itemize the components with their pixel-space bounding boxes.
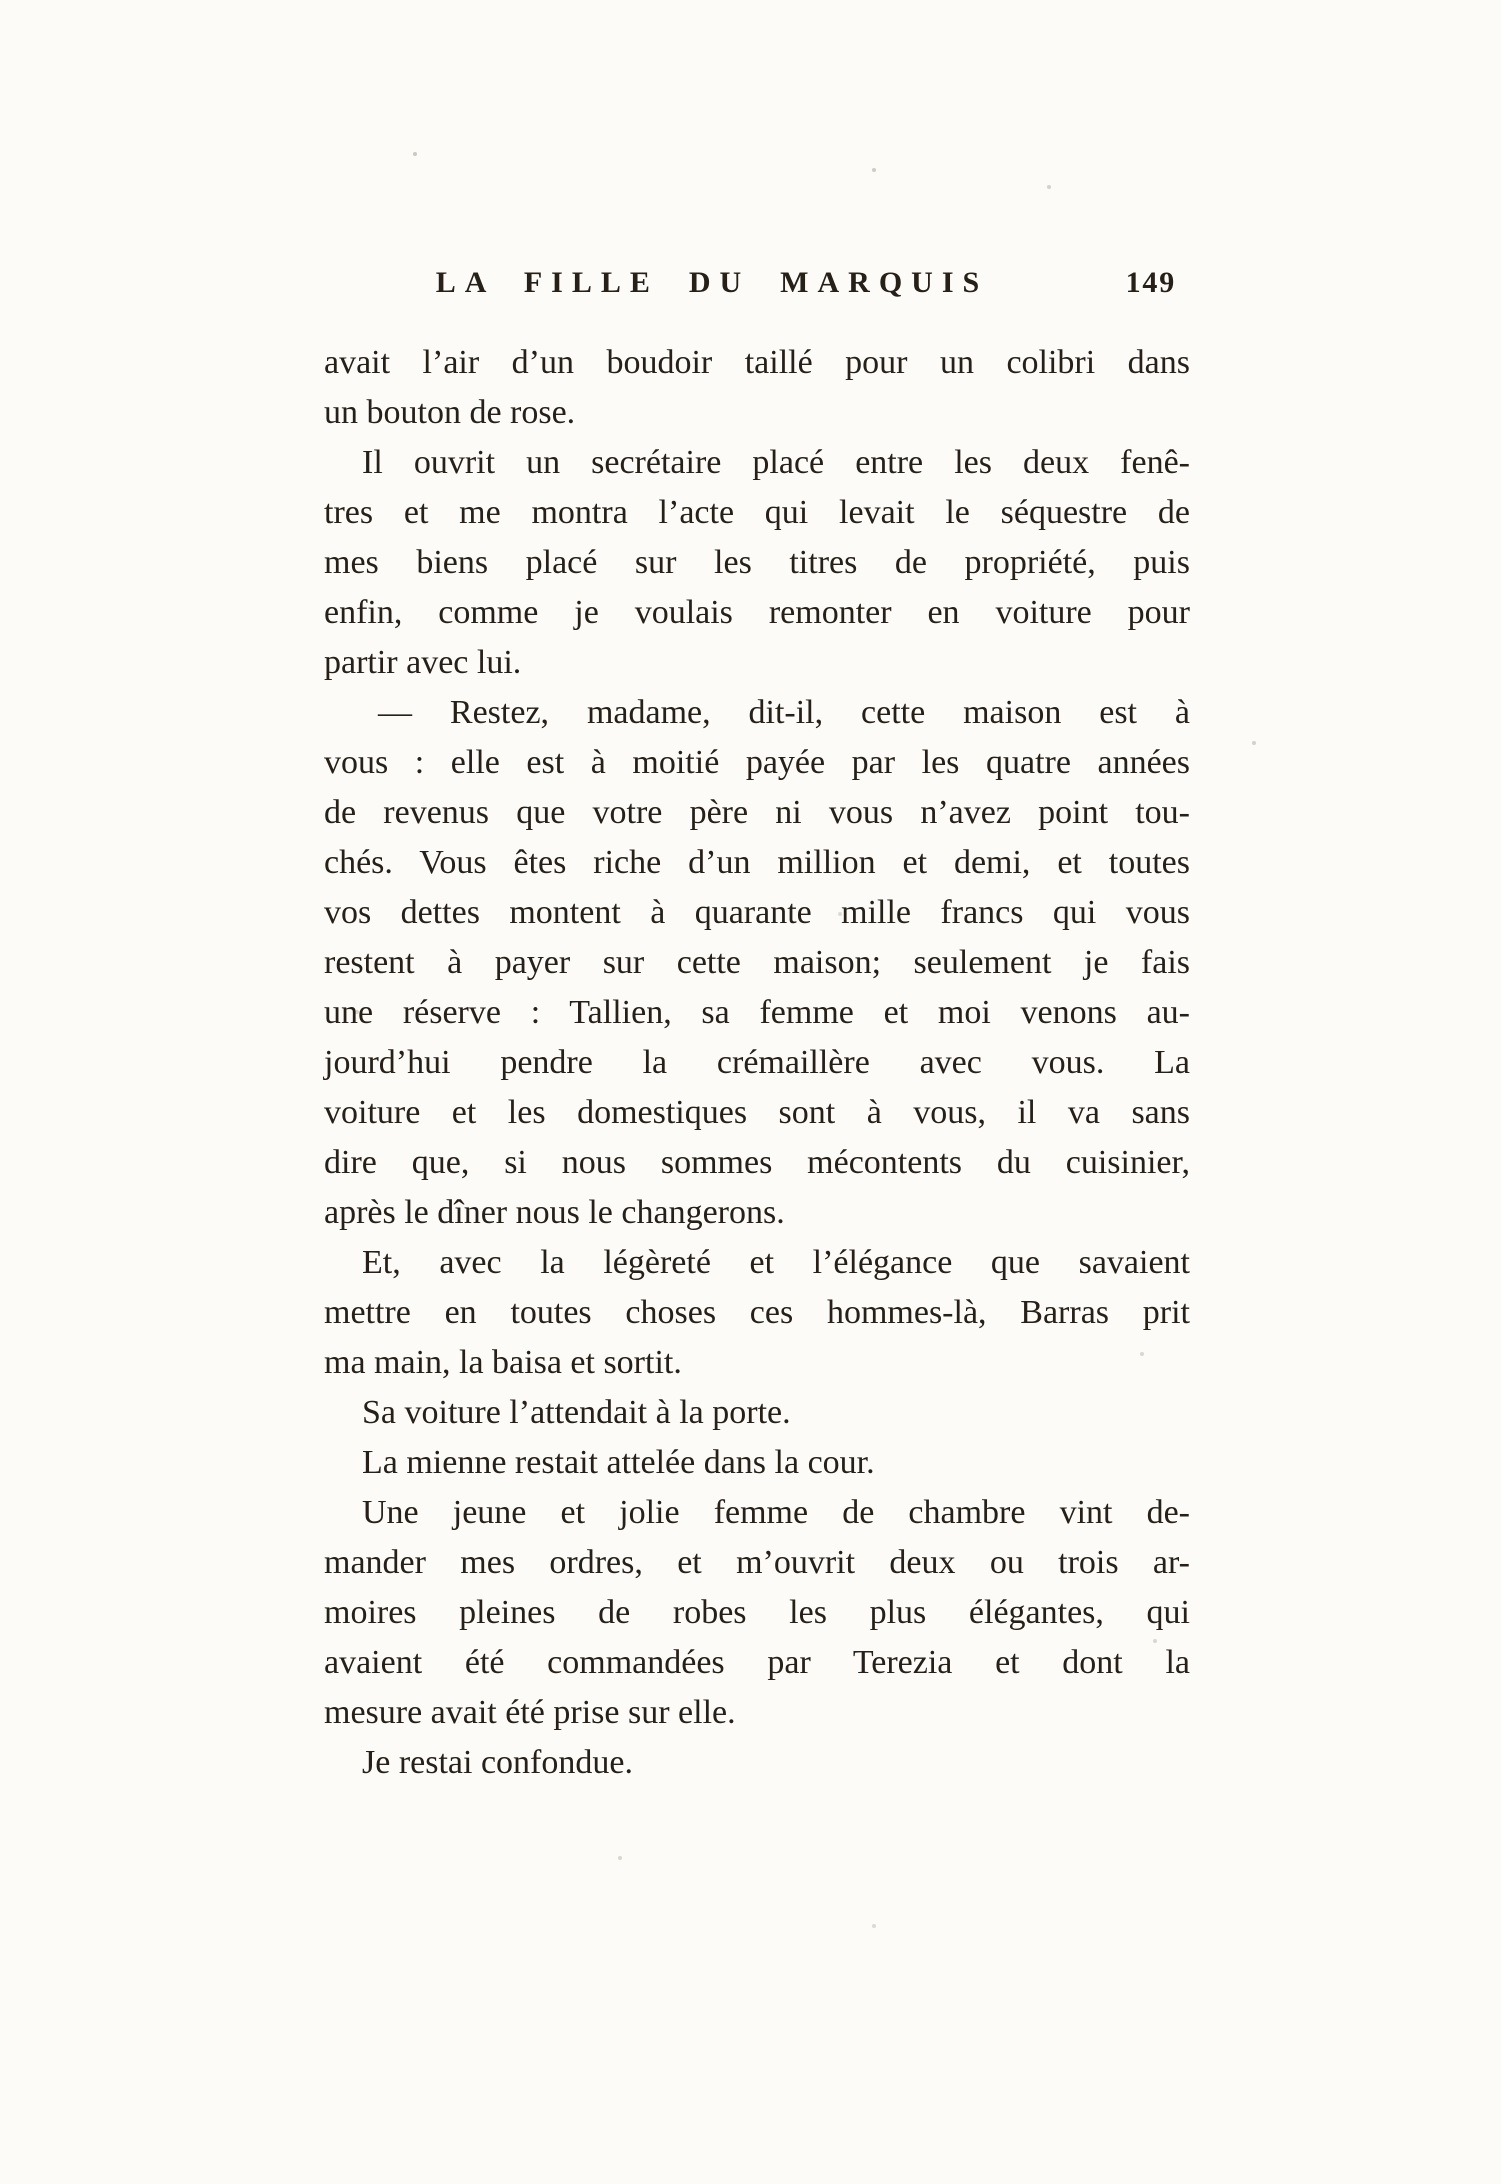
text-line: jourd’hui pendre la crémaillère avec vous. La xyxy=(324,1044,1190,1081)
running-header xyxy=(324,266,1190,308)
text-line: de revenus que votre père ni vous n’avez point tou- xyxy=(324,794,1190,831)
text-line: Sa voiture l’attendait à la porte. xyxy=(362,1394,791,1431)
text-line: dire que, si nous sommes mécontents du cuisinier, xyxy=(324,1144,1190,1181)
paragraph xyxy=(324,1238,1190,1388)
text-column xyxy=(324,266,1190,1788)
paragraph xyxy=(324,438,1190,688)
text-line: avait l’air d’un boudoir taillé pour un colibri dans xyxy=(324,344,1190,381)
text-line: mander mes ordres, et m’ouvrit deux ou trois ar- xyxy=(324,1544,1190,1581)
running-header-title: LA FILLE DU MARQUIS xyxy=(435,266,989,299)
paragraph xyxy=(324,338,1190,438)
scan-specks xyxy=(413,152,417,156)
text-line: partir avec lui. xyxy=(324,644,522,681)
text-line: restent à payer sur cette maison; seulement je fais xyxy=(324,944,1190,981)
text-line: un bouton de rose. xyxy=(324,394,576,431)
text-line: mes biens placé sur les titres de propriété, puis xyxy=(324,544,1190,581)
text-line: avaient été commandées par Terezia et dont la xyxy=(324,1644,1190,1681)
paragraph xyxy=(324,688,1190,1238)
text-line: chés. Vous êtes riche d’un million et demi, et toutes xyxy=(324,844,1190,881)
text-line: une réserve : Tallien, sa femme et moi venons au- xyxy=(324,994,1190,1031)
text-line: Une jeune et jolie femme de chambre vint de- xyxy=(362,1494,1190,1531)
text-line: après le dîner nous le changerons. xyxy=(324,1194,785,1231)
paragraph xyxy=(324,1738,1190,1788)
paragraph xyxy=(324,1388,1190,1438)
text-line: vos dettes montent à quarante mille francs qui vous xyxy=(324,894,1190,931)
text-line: tres et me montra l’acte qui levait le séquestre de xyxy=(324,494,1190,531)
text-line: Je restai confondue. xyxy=(362,1744,633,1781)
text-line: voiture et les domestiques sont à vous, il va sans xyxy=(324,1094,1190,1131)
text-line: enfin, comme je voulais remonter en voiture pour xyxy=(324,594,1190,631)
text-line: ma main, la baisa et sortit. xyxy=(324,1344,682,1381)
page-number: 149 xyxy=(1125,266,1176,299)
text-line: La mienne restait attelée dans la cour. xyxy=(362,1444,875,1481)
text-line: Il ouvrit un secrétaire placé entre les deux fenê- xyxy=(362,444,1190,481)
text-line: mettre en toutes choses ces hommes-là, Barras prit xyxy=(324,1294,1190,1331)
text-line: mesure avait été prise sur elle. xyxy=(324,1694,736,1731)
paragraph xyxy=(324,1488,1190,1738)
text-line: Et, avec la légèreté et l’élégance que savaient xyxy=(362,1244,1190,1281)
text-line: moires pleines de robes les plus élégantes, qui xyxy=(324,1594,1190,1631)
paragraph xyxy=(324,1438,1190,1488)
text-line: vous : elle est à moitié payée par les quatre années xyxy=(324,744,1190,781)
text-line: — Restez, madame, dit-il, cette maison est à xyxy=(378,694,1190,731)
